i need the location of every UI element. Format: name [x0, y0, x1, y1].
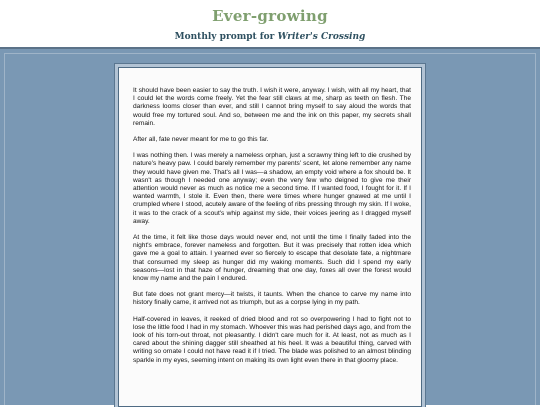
story-body: [133, 87, 411, 373]
story-paragraph: At the time, it felt like those days would never end, not until the time I finally faded into the night's embrace, forever nameless and forgotten. But it was precisely that rotten idea which gave me a goal to attain. I yearned ever so fiercely to escape that desolate fate, a nightmare that consumed my sleep as hunger did my waking moments. Such did I spend my early seasons—lost in that haze of hunger, dreaming that one day, foxes all over the forest would know my name and the pain I endured.: [133, 234, 411, 283]
page-subtitle: [0, 32, 540, 42]
story-paragraph: But fate does not grant mercy—it twists, it taunts. When the chance to carve my name into history finally came, it arrived not as triumph, but as a corpse lying in my path.: [133, 291, 411, 307]
story-paper: [118, 67, 422, 407]
subtitle-prefix: Monthly prompt for: [174, 32, 278, 42]
page-title: Ever-growing: [212, 7, 328, 25]
subtitle-source: Writer's Crossing: [277, 32, 366, 42]
story-paragraph: I was nothing then. I was merely a nameless orphan, just a scrawny thing left to die crushed by nature's heavy paw. I could barely remember my parents' scent, let alone remember any name they would have given me. That's all I was—a shadow, an empty void where a fox should be. It wasn't as though I needed one anyway; even the very few who deigned to give me their attention would never as much as notice me a second time. If I wanted food, I fought for it. If I wanted warmth, I stole it. Even then, there were times where hunger gnawed at me until I crumpled where I stood, acutely aware of the feeling of ribs pressing through my skin. If I woke, it was to the crack of a scout's whip against my side, their voices jeering as I dragged myself away.: [133, 152, 411, 225]
story-paragraph: Half-covered in leaves, it reeked of dried blood and rot so overpowering I had to fight not to lose the little food I had in my stomach. Whoever this was had perished days ago, and from the look of his torn-out throat, not pleasantly. I didn't care much for it. At least, not as much as I cared about the shining dagger still sheathed at his heel. It was a beautiful thing, carved with writing so ornate I could not have read it if I tried. The blade was polished to an almost blinding sparkle in my eyes, seeming intent on making its own light even there in that gloomy place.: [133, 315, 411, 364]
page-header: [0, 0, 540, 47]
story-paragraph: After all, fate never meant for me to go this far.: [133, 136, 269, 144]
page-frame: [0, 47, 540, 405]
story-paragraph: It should have been easier to say the truth. I wish it were, anyway. I wish, with all my heart, that I could let the words come freely. Yet the fear still claws at me, sharp as teeth on flesh. The darkness looms closer than ever, and still I cannot bring myself to say aloud the words that would free my tortured soul. And so, between me and the ink on this paper, my secrets shall remain.: [133, 87, 411, 127]
